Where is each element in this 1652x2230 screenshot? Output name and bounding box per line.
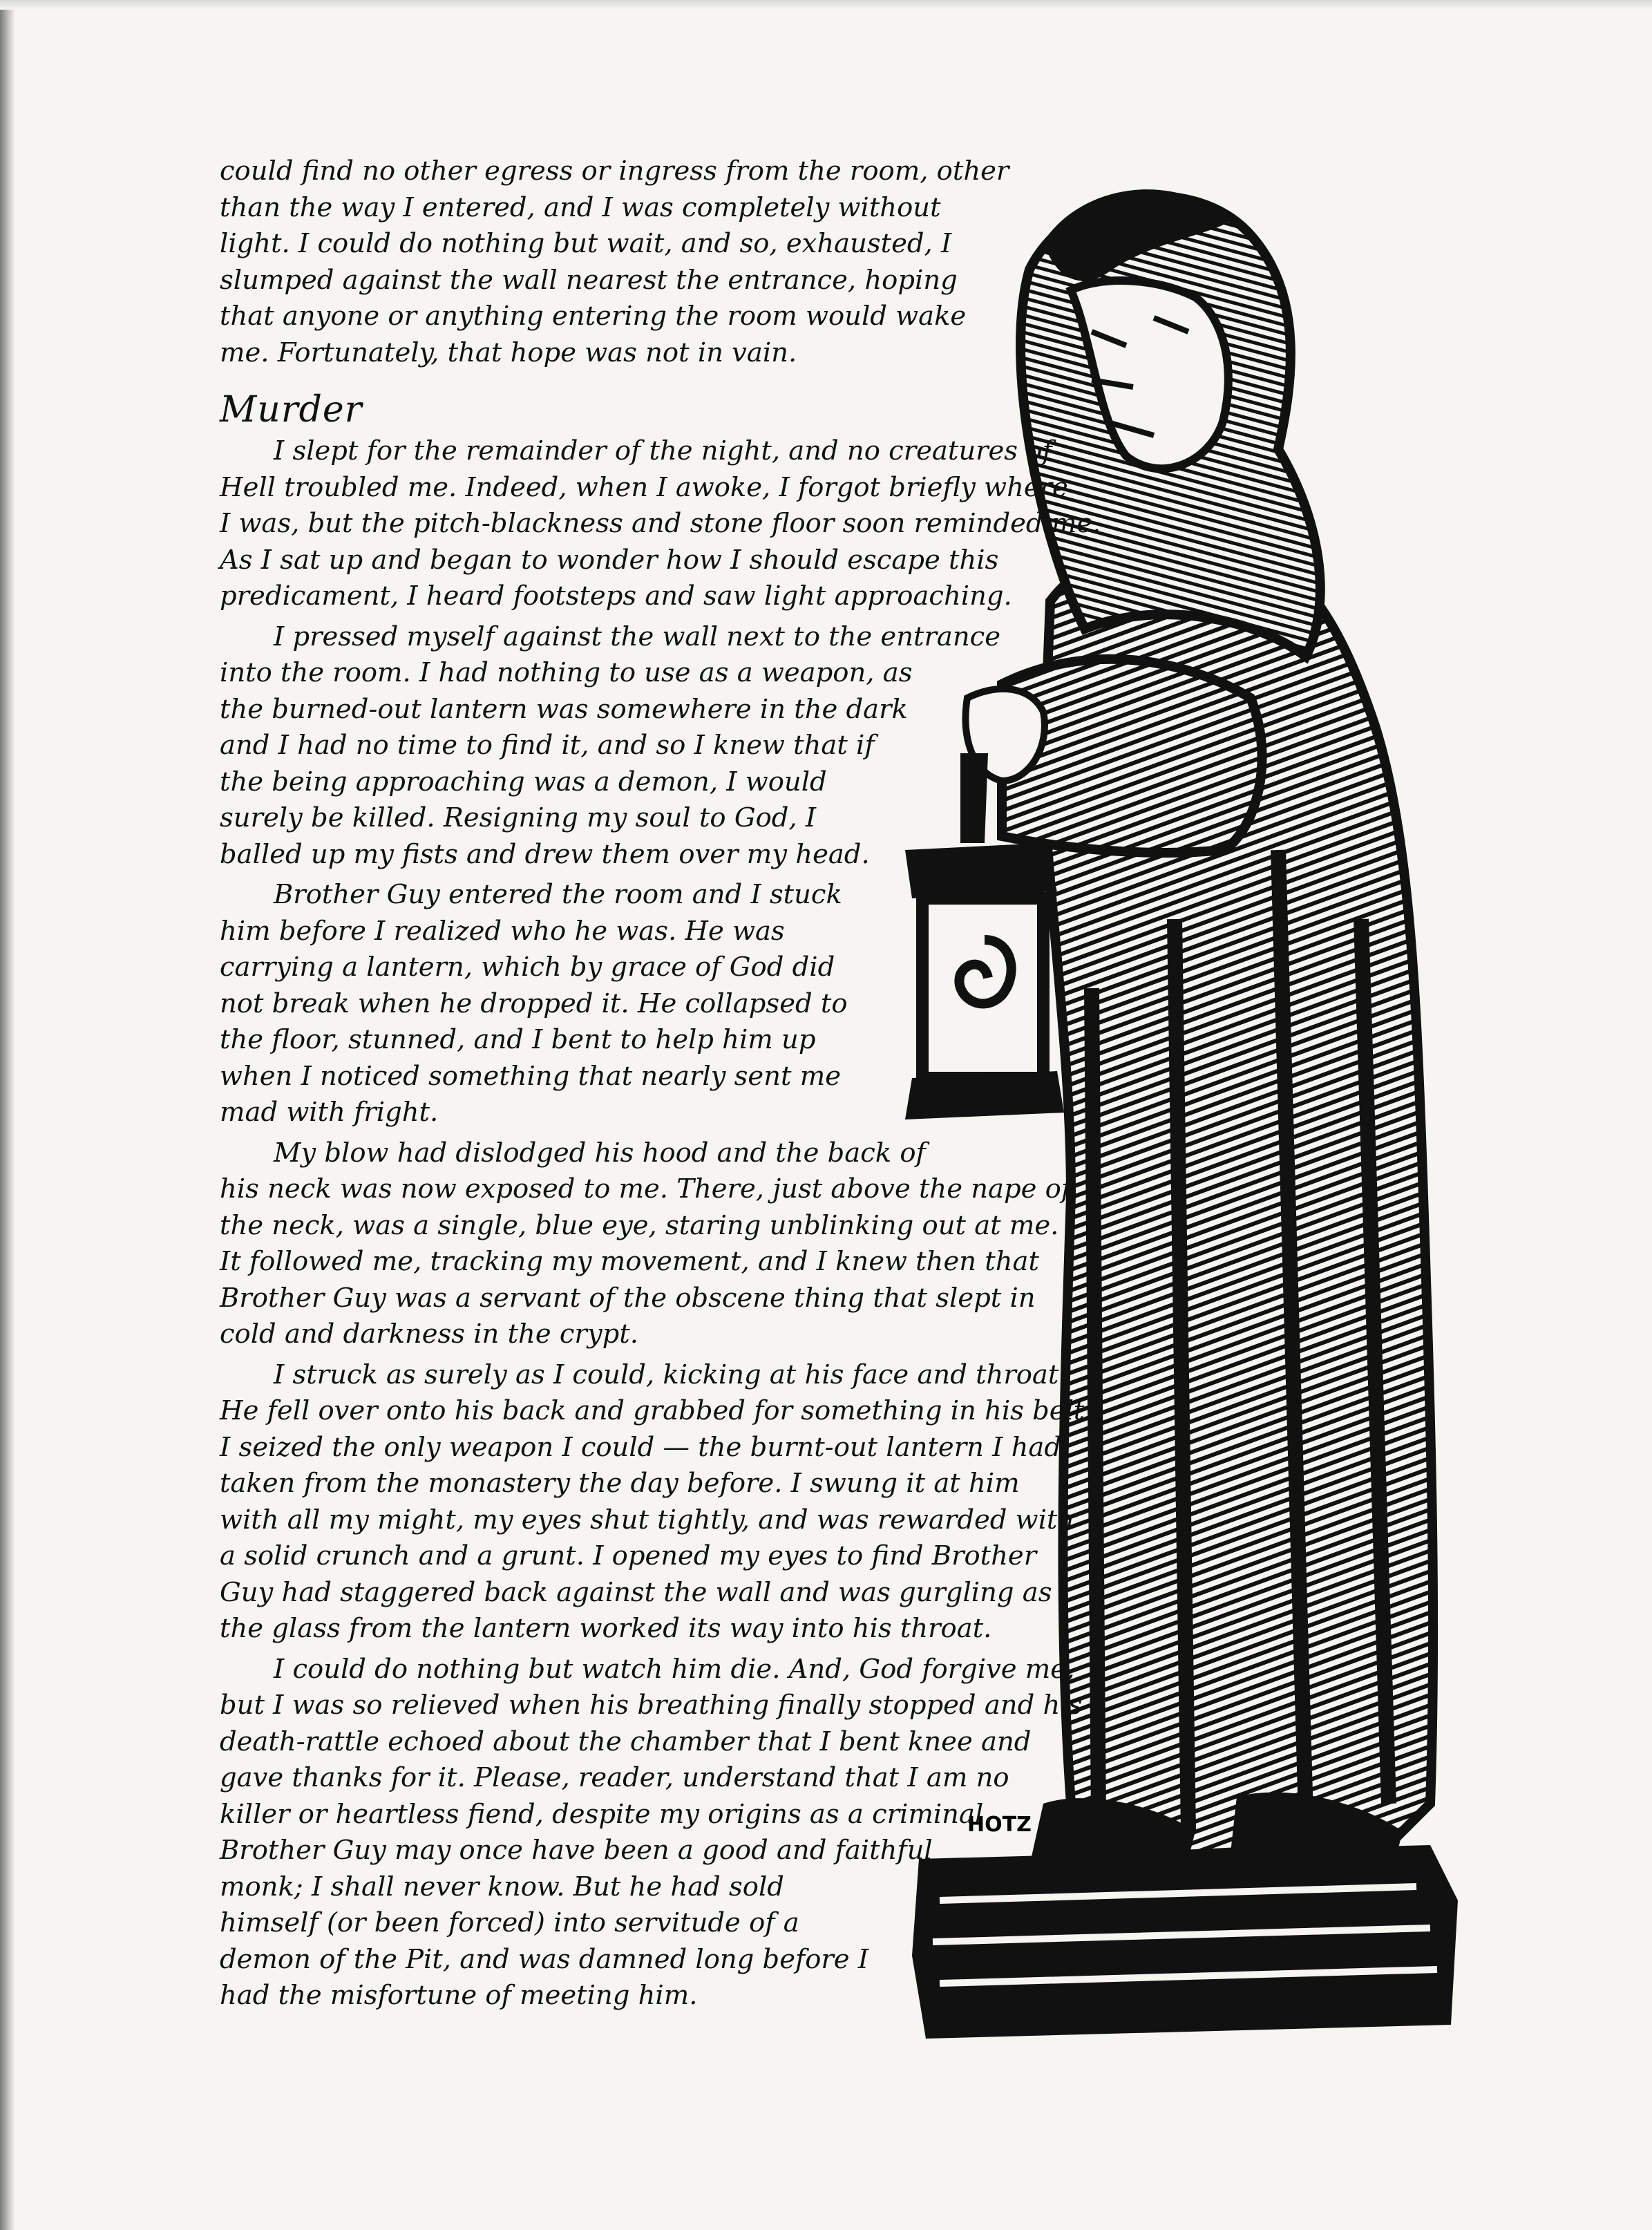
section-heading: Murder bbox=[220, 389, 363, 431]
text-line: a solid crunch and a grunt. I opened my eyes to find Brother bbox=[220, 1540, 1037, 1571]
text-line: gave thanks for it. Please, reader, understand that I am no bbox=[220, 1762, 1009, 1793]
text-line: with all my might, my eyes shut tightly, and was rewarded with bbox=[220, 1504, 1075, 1536]
text-line: taken from the monastery the day before. I swung it at him bbox=[220, 1468, 1020, 1499]
text-line: death-rattle echoed about the chamber that I bent knee and bbox=[220, 1726, 1032, 1757]
text-line: monk; I shall never know. But he had sold bbox=[220, 1871, 784, 1902]
text-line: Brother Guy may once have been a good and faithful bbox=[220, 1835, 933, 1866]
text-line: than the way I entered, and I was completely without bbox=[220, 191, 941, 223]
text-line: Guy had staggered back against the wall and was gurgling as bbox=[220, 1576, 1052, 1608]
text-line: the glass from the lantern worked its way into his throat. bbox=[220, 1613, 992, 1644]
text-line: cold and darkness in the crypt. bbox=[220, 1319, 638, 1350]
text-line: me. Fortunately, that hope was not in vain. bbox=[220, 337, 797, 368]
text-line: predicament, I heard footsteps and saw light approaching. bbox=[220, 580, 1012, 612]
page-edge-shadow bbox=[0, 0, 15, 2230]
paragraph bbox=[220, 877, 1118, 1131]
text-line: light. I could do nothing but wait, and so, exhausted, I bbox=[220, 228, 952, 259]
paragraph bbox=[220, 1652, 1118, 2014]
text-line: his neck was now exposed to me. There, just above the nape of bbox=[220, 1173, 1072, 1204]
text-line: Hell troubled me. Indeed, when I awoke, I forgot briefly where bbox=[220, 471, 1068, 503]
text-line: mad with fright. bbox=[220, 1097, 439, 1128]
text-line: I could do nothing but watch him die. And, God forgive me, bbox=[274, 1653, 1075, 1685]
text-line: I pressed myself against the wall next to the entrance bbox=[274, 621, 1000, 652]
text-line: As I sat up and began to wonder how I should escape this bbox=[220, 544, 999, 576]
text-line: the being approaching was a demon, I would bbox=[220, 766, 827, 797]
artist-signature: HOTZ bbox=[967, 1813, 1032, 1837]
text-line: not break when he dropped it. He collapsed to bbox=[220, 988, 848, 1019]
text-line: carrying a lantern, which by grace of God did bbox=[220, 952, 835, 983]
text-line: killer or heartless fiend, despite my origins as a criminal. bbox=[220, 1798, 992, 1830]
text-line: He fell over onto his back and grabbed for something in his belt. bbox=[220, 1395, 1093, 1426]
text-line: I was, but the pitch-blackness and stone floor soon reminded me. bbox=[220, 508, 1101, 539]
text-line: It followed me, tracking my movement, and I knew then that bbox=[220, 1246, 1039, 1277]
text-line: My blow had dislodged his hood and the back of bbox=[274, 1137, 926, 1169]
paragraph bbox=[220, 619, 1118, 873]
text-line: him before I realized who he was. He was bbox=[220, 915, 785, 947]
text-line: the burned-out lantern was somewhere in the dark bbox=[220, 693, 908, 725]
text-line: I slept for the remainder of the night, and no creatures of bbox=[274, 435, 1052, 466]
text-line: but I was so relieved when his breathing finally stopped and his bbox=[220, 1690, 1083, 1721]
text-line: had the misfortune of meeting him. bbox=[220, 1980, 698, 2011]
text-line: demon of the Pit, and was damned long before I bbox=[220, 1943, 869, 1975]
text-line: the floor, stunned, and I bent to help him up bbox=[220, 1024, 816, 1055]
paragraph bbox=[220, 1135, 1118, 1353]
text-line: and I had no time to find it, and so I knew that if bbox=[220, 730, 875, 761]
text-line: the neck, was a single, blue eye, staring unblinking out at me. bbox=[220, 1209, 1059, 1241]
text-line: when I noticed something that nearly sent me bbox=[220, 1060, 841, 1092]
text-line: that anyone or anything entering the room would wake bbox=[220, 301, 967, 332]
text-line: surely be killed. Resigning my soul to God, I bbox=[220, 802, 817, 833]
text-line: into the room. I had nothing to use as a weapon, as bbox=[220, 657, 913, 688]
paragraph bbox=[220, 1357, 1118, 1647]
text-line: Brother Guy was a servant of the obscene thing that slept in bbox=[220, 1282, 1036, 1314]
text-line: balled up my fists and drew them over my head. bbox=[220, 838, 870, 870]
text-line: I seized the only weapon I could — the burnt-out lantern I had bbox=[220, 1431, 1061, 1463]
text-line: slumped against the wall nearest the entrance, hoping bbox=[220, 264, 958, 296]
text-line: himself (or been forced) into servitude of a bbox=[220, 1907, 799, 1938]
page-body-text bbox=[220, 153, 1118, 2014]
text-line: Brother Guy entered the room and I stuck bbox=[274, 879, 842, 910]
text-line: I struck as surely as I could, kicking at his face and throat. bbox=[274, 1359, 1067, 1390]
opening-paragraph bbox=[220, 153, 1118, 371]
text-line: could find no other egress or ingress from the room, other bbox=[220, 155, 1009, 187]
paragraph bbox=[220, 433, 1118, 615]
page-edge-top bbox=[0, 0, 1652, 10]
